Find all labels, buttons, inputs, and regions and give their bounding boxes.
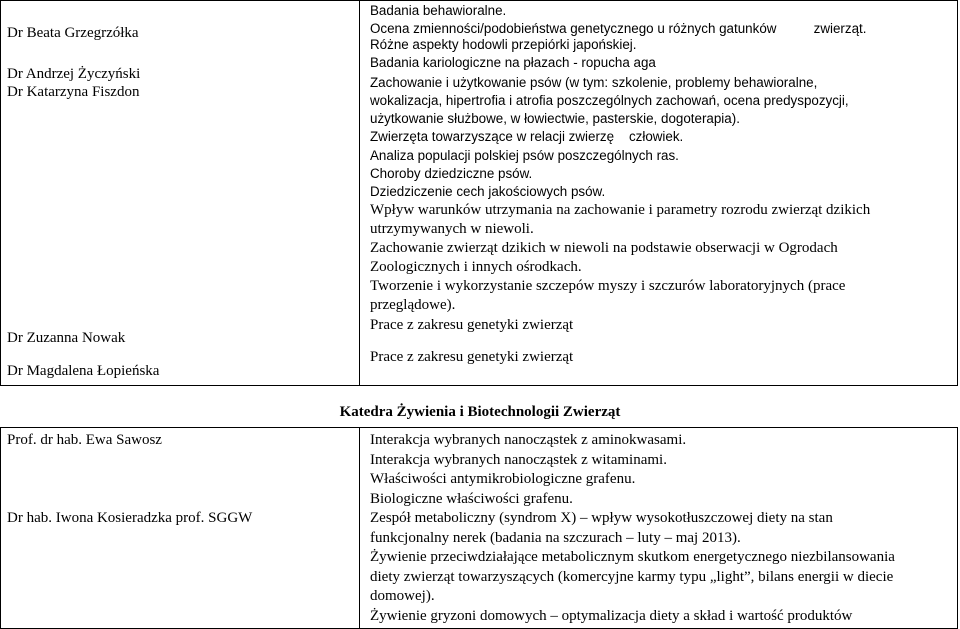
topic-line: Wpływ warunków utrzymania na zachowanie i parametry rozrodu zwierząt dzikich — [370, 201, 871, 218]
topic-line: Właściwości antymikrobiologiczne grafenu. — [370, 471, 636, 487]
topics-cell — [360, 428, 958, 629]
topic-line: przeglądowe). — [370, 296, 456, 313]
topic-line: Analiza populacji polskiej psów poszczególnych ras. — [370, 147, 679, 163]
topic-line: domowej). — [370, 588, 435, 604]
table-row — [1, 1, 958, 386]
topic-line: Prace z zakresu genetyki zwierząt — [370, 348, 574, 365]
topic-line: Badania kariologiczne na płazach - ropucha aga — [370, 55, 656, 71]
topic-line: Zachowanie zwierząt dzikich w niewoli na podstawie obserwacji w Ogrodach — [370, 239, 838, 256]
table-row — [1, 428, 958, 629]
staff-name: Prof. dr hab. Ewa Sawosz — [7, 432, 162, 448]
topic-line: Biologiczne właściwości grafenu. — [370, 490, 573, 507]
topic-line: funkcjonalny nerek (badania na szczurach – luty – maj 2013). — [370, 529, 741, 546]
topics-cell — [360, 1, 958, 386]
topic-line: Badania behawioralne. — [370, 3, 507, 18]
topic-line: Zespół metaboliczny (syndrom X) – wpływ wysokotłuszczowej diety na stan — [370, 510, 833, 526]
staff-name: Dr Zuzanna Nowak — [7, 330, 126, 346]
topic-line: Choroby dziedziczne psów. — [370, 165, 533, 181]
topic-line: Zachowanie i użytkowanie psów (w tym: szkolenie, problemy behawioralne, — [370, 75, 818, 91]
topic-line: Zwierzęta towarzyszące w relacji zwierzę człowiek. — [370, 129, 684, 145]
staff-name: Dr hab. Iwona Kosieradzka prof. SGGW — [7, 510, 253, 526]
department-staff-table — [0, 427, 958, 629]
topic-line: Interakcja wybranych nanocząstek z witaminami. — [370, 451, 667, 468]
topic-line: Interakcja wybranych nanocząstek z aminokwasami. — [370, 432, 687, 448]
topic-line: Ocena zmienności/podobieństwa genetycznego u różnych gatunków zwierząt. — [370, 21, 867, 37]
topic-line: Żywienie gryzoni domowych – optymalizacja diety a skład i wartość produktów — [370, 607, 853, 624]
staff-name: Dr Katarzyna Fiszdon — [7, 84, 140, 100]
topic-line: Dziedziczenie cech jakościowych psów. — [370, 183, 606, 199]
topic-line: utrzymywanych w niewoli. — [370, 220, 534, 237]
names-cell — [1, 428, 360, 629]
topic-line: Tworzenie i wykorzystanie szczepów myszy i szczurów laboratoryjnych (prace — [370, 277, 846, 294]
department-heading: Katedra Żywienia i Biotechnologii Zwierząt — [339, 404, 621, 420]
topic-line: użytkowanie służbowe, w łowiectwie, pasterskie, dogoterapia). — [370, 111, 740, 127]
staff-name: Dr Magdalena Łopieńska — [7, 363, 160, 379]
topic-line: Żywienie przeciwdziałające metabolicznym skutkom energetycznego niezbilansowania — [370, 549, 895, 565]
names-cell — [1, 1, 360, 386]
staff-name: Dr Beata Grzegrzółka — [7, 25, 139, 41]
staff-name: Dr Andrzej Życzyński — [7, 66, 141, 82]
topic-line: Różne aspekty hodowli przepiórki japońskiej. — [370, 37, 637, 53]
topic-line: diety zwierząt towarzyszących (komercyjne karmy typu „light”, bilans energii w diecie — [370, 568, 894, 585]
topic-line: Prace z zakresu genetyki zwierząt — [370, 316, 574, 333]
topic-line: Zoologicznych i innych ośrodkach. — [370, 258, 582, 275]
topic-line: wokalizacja, hipertrofia i atrofia poszczególnych zachowań, ocena predyspozycji, — [370, 93, 849, 109]
